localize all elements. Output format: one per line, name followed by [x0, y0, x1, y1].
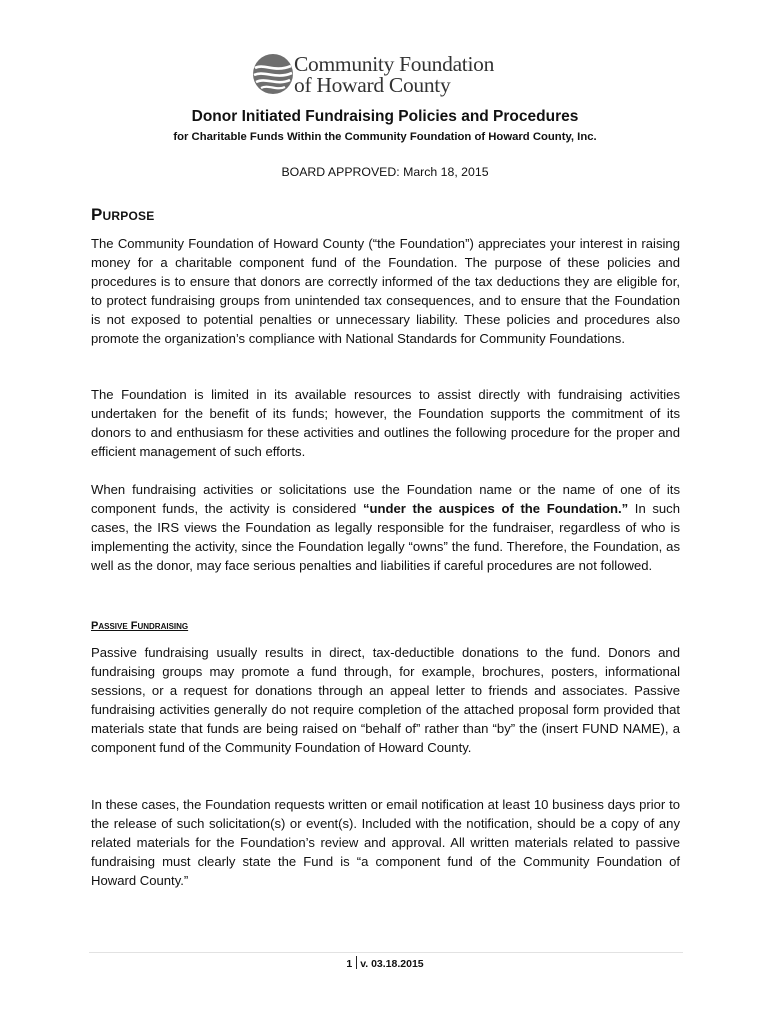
page-footer: [0, 956, 770, 970]
document-title: Donor Initiated Fundraising Policies and Procedures: [191, 108, 579, 125]
passive-paragraph-2: In these cases, the Foundation requests written or email notification at least 10 business days prior to the release of such solicitation(s) or event(s). Included with the notification, should be a copy of any related materials for the Foundation’s review and approval. All written materials related to passive fundraising must clearly state the Fund is “a component fund of the Community Foundation of Howard County.”: [91, 797, 680, 888]
swirl-logo-icon: [252, 53, 294, 95]
footer-separator: [356, 956, 357, 969]
version-label: v. 03.18.2015: [360, 958, 424, 970]
foundation-logo: [252, 52, 522, 102]
footer-divider: [89, 952, 683, 953]
board-approved-date: BOARD APPROVED: March 18, 2015: [281, 165, 489, 179]
purpose-paragraph-3: [91, 480, 680, 575]
passive-paragraph-1: Passive fundraising usually results in direct, tax-deductible donations to the fund. Donors and fundraising groups may promote a fund through, for example, brochures, posters, informational sessions, or a request for donations through an appeal letter to friends and associates. Passive fundraising activities generally do not require completion of the attached proposal form provided that materials state that funds are being raised on “behalf of” rather than “by” the (insert FUND NAME), a component fund of the Community Foundation of Howard County.: [91, 645, 680, 755]
page-number: 1: [346, 958, 353, 970]
purpose-paragraph-2: The Foundation is limited in its available resources to assist directly with fundraising activities undertaken for the benefit of its funds; however, the Foundation supports the commitment of its donors to and enthusiasm for these activities and outlines the following procedure for the proper and efficient management of such efforts.: [91, 387, 680, 459]
emphasis-text: “under the auspices of the Foundation.”: [362, 501, 629, 516]
logo-line-1: Community Foundation: [294, 52, 495, 76]
passive-fundraising-heading: Passive Fundraising: [91, 620, 189, 632]
purpose-paragraph-1: The Community Foundation of Howard County (“the Foundation”) appreciates your interest in raising money for a charitable component fund of the Foundation. The purpose of these policies and procedures is to ensure that donors are correctly informed of the tax deductions they are eligible for, to protect fundraising groups from unintended tax consequences, and to ensure that the Foundation is not exposed to potential penalties or unnecessary liability. These policies and procedures also promote the organization’s compliance with National Standards for Community Foundations.: [91, 236, 680, 346]
purpose-heading: Purpose: [91, 205, 155, 224]
paragraph-text: When fundraising activities or solicitations use the Foundation name or the name of one of its component funds, the activity is considered: [91, 482, 680, 516]
logo-line-2: of Howard County: [294, 73, 451, 97]
document-subtitle: for Charitable Funds Within the Community Foundation of Howard County, Inc.: [173, 131, 597, 143]
paragraph-text: In such cases, the IRS views the Foundation as legally responsible for the fundraiser, regardless of who is implementing the activity, since the Foundation legally “owns” the fund. Therefore, the Foundation, as well as the donor, may face serious penalties and liabilities if careful procedures are not followed.: [91, 501, 681, 573]
